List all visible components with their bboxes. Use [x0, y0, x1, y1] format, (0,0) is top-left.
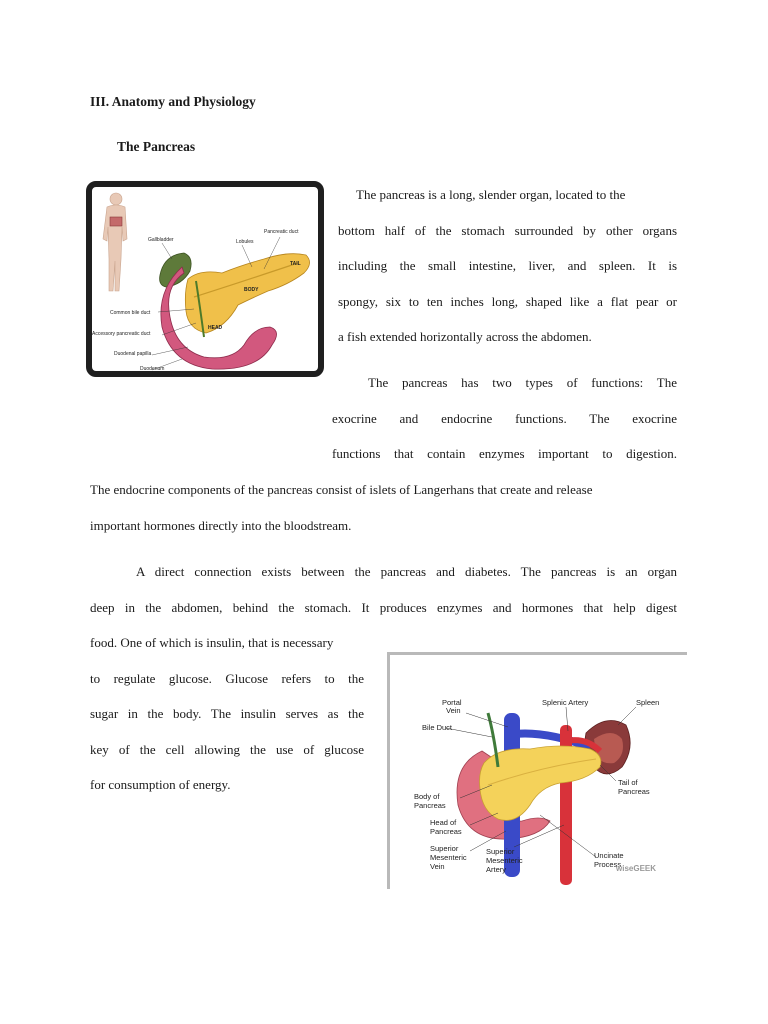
- label-gallbladder: Gallbladder: [148, 237, 174, 243]
- text-line: to regulate glucose. Glucose refers to the: [90, 670, 364, 686]
- paragraph-1: [338, 177, 677, 355]
- label-sma-3: Artery: [486, 865, 507, 874]
- pancreas-vessels-figure: [387, 652, 687, 889]
- label-common-bile-duct: Common bile duct: [110, 310, 151, 316]
- paragraph-3: [90, 554, 677, 625]
- text-line: a fish extended horizontally across the abdomen.: [338, 329, 592, 345]
- label-pancreatic-duct: Pancreatic duct: [264, 229, 299, 235]
- label-smv: Superior: [430, 844, 459, 853]
- label-head: HEAD: [208, 325, 223, 331]
- label-splenic-artery: Splenic Artery: [542, 698, 589, 707]
- label-portal-vein: Portal: [442, 698, 462, 707]
- label-body-of-pancreas-2: Pancreas: [414, 801, 446, 810]
- human-body-icon: [103, 193, 127, 291]
- pancreas-anatomy-illustration: [92, 187, 318, 371]
- text-line: spongy, six to ten inches long, shaped like a flat pear or: [338, 293, 677, 309]
- label-spleen: Spleen: [636, 698, 660, 707]
- text-line: The endocrine components of the pancreas consist of islets of Langerhans that create and release: [90, 482, 593, 497]
- text-line: functions that contain enzymes important to digestion.: [332, 446, 677, 462]
- subheading: The Pancreas: [117, 139, 196, 154]
- label-lobules: Lobules: [236, 239, 254, 245]
- pancreas-vessels-illustration: [390, 655, 687, 889]
- label-sma: Superior: [486, 847, 515, 856]
- text-line: exocrine and endocrine functions. The exocrine: [332, 410, 677, 426]
- label-head-of-pancreas-2: Pancreas: [430, 827, 462, 836]
- text-line: for consumption of energy.: [90, 777, 231, 793]
- text-line: sugar in the body. The insulin serves as the: [90, 706, 364, 722]
- label-portal-vein-2: Vein: [446, 706, 461, 715]
- label-duodenal-papilla: Duodenal papilla: [114, 351, 152, 357]
- section-heading: III. Anatomy and Physiology: [90, 94, 256, 109]
- label-tail-of-pancreas-2: Pancreas: [618, 787, 650, 796]
- text-line: bottom half of the stomach surrounded by other organs: [338, 222, 677, 238]
- label-duodenum: Duodenum: [140, 366, 165, 371]
- label-smv-3: Vein: [430, 862, 445, 871]
- text-line: deep in the abdomen, behind the stomach. It produces enzymes and hormones that help digest: [90, 599, 677, 615]
- text-line: The pancreas is a long, slender organ, located to the: [356, 187, 626, 202]
- paragraph-2-continued: [90, 472, 680, 543]
- label-uncinate-process-2: Process: [594, 860, 622, 869]
- text-line: including the small intestine, liver, and spleen. It is: [338, 258, 677, 274]
- text-line: food. One of which is insulin, that is necessary: [90, 635, 334, 650]
- label-smv-2: Mesenteric: [430, 853, 467, 862]
- label-sma-2: Mesenteric: [486, 856, 523, 865]
- pancreas-anatomy-figure: [86, 181, 324, 377]
- text-line: key of the cell allowing the use of glucose: [90, 741, 364, 757]
- label-tail: TAIL: [290, 261, 301, 267]
- label-tail-of-pancreas: Tail of: [618, 778, 638, 787]
- label-head-of-pancreas: Head of: [430, 818, 457, 827]
- paragraph-2: [332, 365, 677, 472]
- text-line: important hormones directly into the bloodstream.: [90, 517, 352, 533]
- label-bile-duct: Bile Duct: [422, 723, 453, 732]
- label-accessory-duct: Accessory pancreatic duct: [92, 331, 151, 337]
- text-line: The pancreas has two types of functions: The: [368, 375, 677, 390]
- label-body-of-pancreas: Body of: [414, 792, 440, 801]
- label-uncinate-process: Uncinate: [594, 851, 624, 860]
- label-body: BODY: [244, 287, 259, 293]
- watermark-logo: wiseGEEK: [616, 864, 657, 873]
- paragraph-3-continued: [90, 625, 364, 803]
- text-line: A direct connection exists between the pancreas and diabetes. The pancreas is an organ: [136, 564, 677, 579]
